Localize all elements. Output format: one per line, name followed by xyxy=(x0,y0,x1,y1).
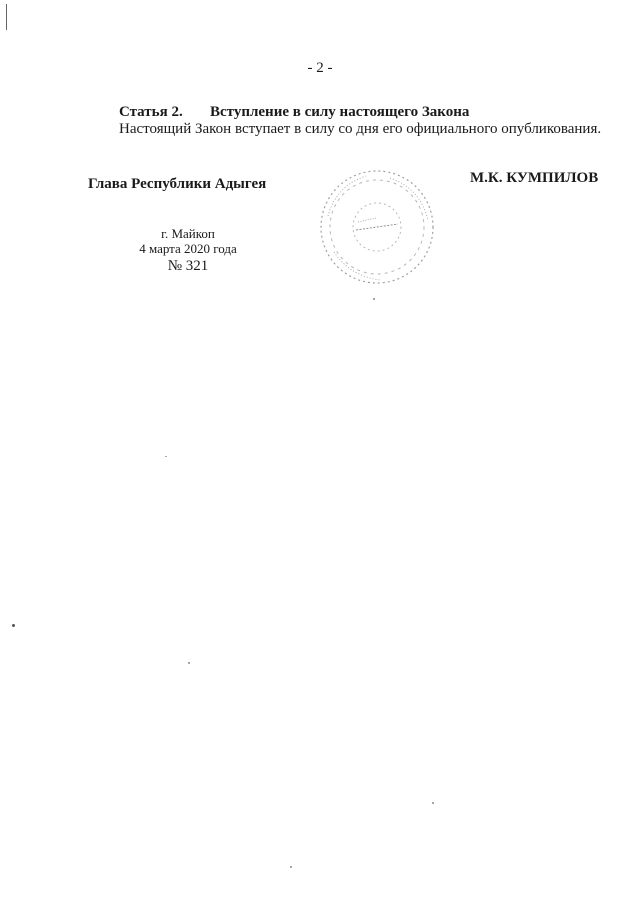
signer-position: Глава Республики Адыгея xyxy=(88,176,267,192)
binding-mark xyxy=(6,4,7,30)
scan-speck xyxy=(373,298,375,300)
article-title: Вступление в силу настоящего Закона xyxy=(210,104,470,120)
city: г. Майкоп xyxy=(161,226,215,241)
seal-graphic xyxy=(316,166,438,288)
scan-speck xyxy=(12,624,15,627)
article-label: Статья 2. xyxy=(119,104,183,120)
scan-speck xyxy=(188,662,190,664)
signer-name: М.К. КУМПИЛОВ xyxy=(470,170,599,186)
place-date-block xyxy=(128,226,248,276)
page-number: - 2 - xyxy=(307,60,333,76)
scan-speck xyxy=(432,802,434,804)
law-number: № 321 xyxy=(167,258,209,274)
date: 4 марта 2020 года xyxy=(139,241,237,256)
scan-speck xyxy=(290,866,292,868)
article-body: Настоящий Закон вступает в силу со дня его официального опубликования. xyxy=(119,121,602,137)
scan-speck xyxy=(165,456,167,457)
official-seal-icon xyxy=(316,166,438,288)
